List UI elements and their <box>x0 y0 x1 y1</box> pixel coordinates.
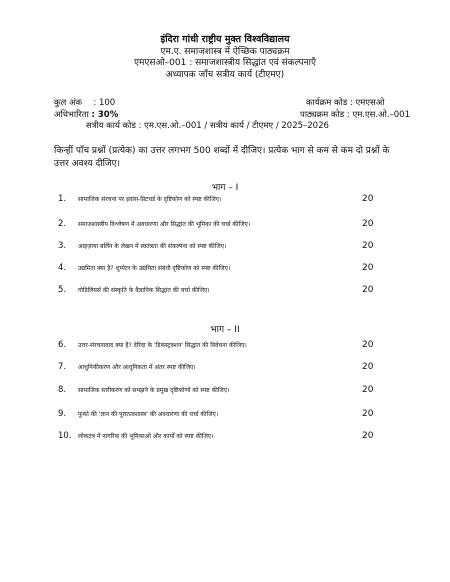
programme-code <box>306 98 384 109</box>
course-code <box>300 110 410 121</box>
question-number: 5. <box>58 285 67 295</box>
total-marks <box>54 98 115 109</box>
question-marks: 20 <box>362 263 374 273</box>
assignment-code: सत्रीय कार्य कोड : एम.एस.ओ.–001 / सत्रीय कार्य / टीएमए / 2025–2026 <box>86 121 329 131</box>
total-marks-value: : 100 <box>93 98 116 108</box>
question-text: उद्यमिता क्या है? शुम्पेटर के उद्यमिता संबंधी दृष्टिकोण को स्पष्ट कीजिए। <box>78 265 231 272</box>
question-item <box>58 385 388 397</box>
weightage-value: : 30% <box>91 110 119 120</box>
question-marks: 20 <box>362 409 374 419</box>
question-marks: 20 <box>362 340 374 350</box>
programme-code-value: : एमएसओ <box>349 98 385 108</box>
instructions: किन्हीं पाँच प्रश्नों (प्रत्येक) का उत्तर लगभग 500 शब्दों में दीजिए। प्रत्येक भाग से कम से कम दो प्रश्नों के उत्तर अवश्य दीजिए। <box>54 146 390 169</box>
question-number: 3. <box>58 241 67 251</box>
question-text: सामाजिक संरचना पर इवांस-प्रिटचर्ड के दृष्टिकोण को स्पष्ट कीजिए। <box>78 196 222 203</box>
question-text: समाजशास्त्रीय विश्लेषण में अवधारणा और सिद्धांत की भूमिका की चर्चा कीजिए। <box>78 221 251 228</box>
weightage-label: अधिभारिता <box>54 110 89 120</box>
question-marks: 20 <box>362 431 374 441</box>
question-number: 2. <box>58 219 67 229</box>
question-number: 9. <box>58 409 67 419</box>
question-marks: 20 <box>362 194 374 204</box>
question-item <box>58 362 388 374</box>
question-text: फूको की 'ज्ञान की पुरातत्वशास्त्र' की अवधारणा की चर्चा कीजिए। <box>78 411 219 418</box>
weightage <box>54 110 118 121</box>
question-marks: 20 <box>362 385 374 395</box>
university-name: इंदिरा गांधी राष्ट्रीय मुक्त विश्वविद्यालय <box>160 34 290 45</box>
question-item <box>58 194 388 206</box>
question-item <box>58 241 388 253</box>
question-marks: 20 <box>362 241 374 251</box>
question-text: आइज़ाया बर्लिन के लेखन में स्वतंत्रता की संकल्पना को स्पष्ट कीजिए। <box>78 243 227 250</box>
question-number: 1. <box>58 194 67 204</box>
question-number: 7. <box>58 362 67 372</box>
section-title-1: भाग – I <box>211 183 239 193</box>
programme-title: एम.ए. समाजशास्त्र में ऐच्छिक पाठ्यक्रम <box>160 47 290 57</box>
question-number: 10. <box>58 431 72 441</box>
question-text: सामाजिक स्तरीकरण को समझने के प्रमुख दृष्टिकोणों को स्पष्ट कीजिए। <box>78 387 230 394</box>
question-text: गोडिलियर्स की संस्कृति के वैज्ञानिक सिद्धांत की चर्चा कीजिए। <box>78 287 210 294</box>
question-item <box>58 263 388 275</box>
question-marks: 20 <box>362 285 374 295</box>
total-marks-label: कुल अंक <box>54 98 83 108</box>
question-text: आधुनिकीकरण और आधुनिकता में अंतर स्पष्ट कीजिए। <box>78 364 196 371</box>
question-marks: 20 <box>362 219 374 229</box>
question-number: 6. <box>58 340 67 350</box>
question-item <box>58 285 388 297</box>
question-number: 4. <box>58 263 67 273</box>
section-title-2: भाग – II <box>210 325 240 335</box>
question-item <box>58 219 388 231</box>
question-text: उत्तर-संरचनावाद क्या है? देरिदा के 'डिकंस्ट्रक्शन' सिद्धांत की विवेचना कीजिए। <box>78 342 247 349</box>
programme-code-label: कार्यक्रम कोड <box>306 98 348 108</box>
course-code-label: पाठ्यक्रम कोड <box>300 110 345 120</box>
question-marks: 20 <box>362 362 374 372</box>
course-title: एमएसओ–001 : समाजशास्त्रीय सिद्धांत एवं संकल्पनाएँ <box>134 58 316 68</box>
question-item <box>58 340 388 352</box>
question-item <box>58 431 388 443</box>
course-code-value: : एम.एस.ओ.–001 <box>346 110 410 120</box>
question-text: लोकतंत्र में नागरिक की भूमिकाओं और कार्यों को स्पष्ट कीजिए। <box>78 433 214 440</box>
question-number: 8. <box>58 385 67 395</box>
question-item <box>58 409 388 421</box>
assignment-type: अध्यापक जाँच सत्रीय कार्य (टीएमए) <box>165 70 285 80</box>
